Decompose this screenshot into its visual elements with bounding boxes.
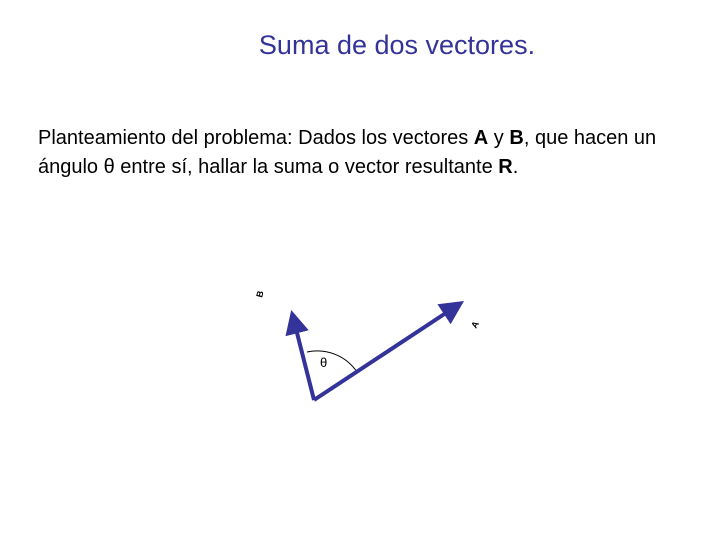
vector-r-name: R [498,156,513,178]
statement-part-3: , que hacen un ángulo θ entre sí, hallar la suma o vector resultante [38,127,657,178]
statement-part-4: . [512,156,519,178]
angle-arc [307,351,357,372]
vector-a-arrow [314,305,458,400]
statement-part-1: Planteamiento del problema: Dados los vectores [38,127,474,149]
angle-theta-label: θ [320,355,328,370]
vector-b-name: B [509,127,524,149]
vector-b-label: B [254,289,266,299]
slide-title: Suma de dos vectores. [258,30,536,60]
vector-b-arrow [293,317,314,400]
statement-part-2: y [488,127,510,149]
vector-a-name: A [473,127,489,149]
vector-a-label: A [469,319,481,330]
